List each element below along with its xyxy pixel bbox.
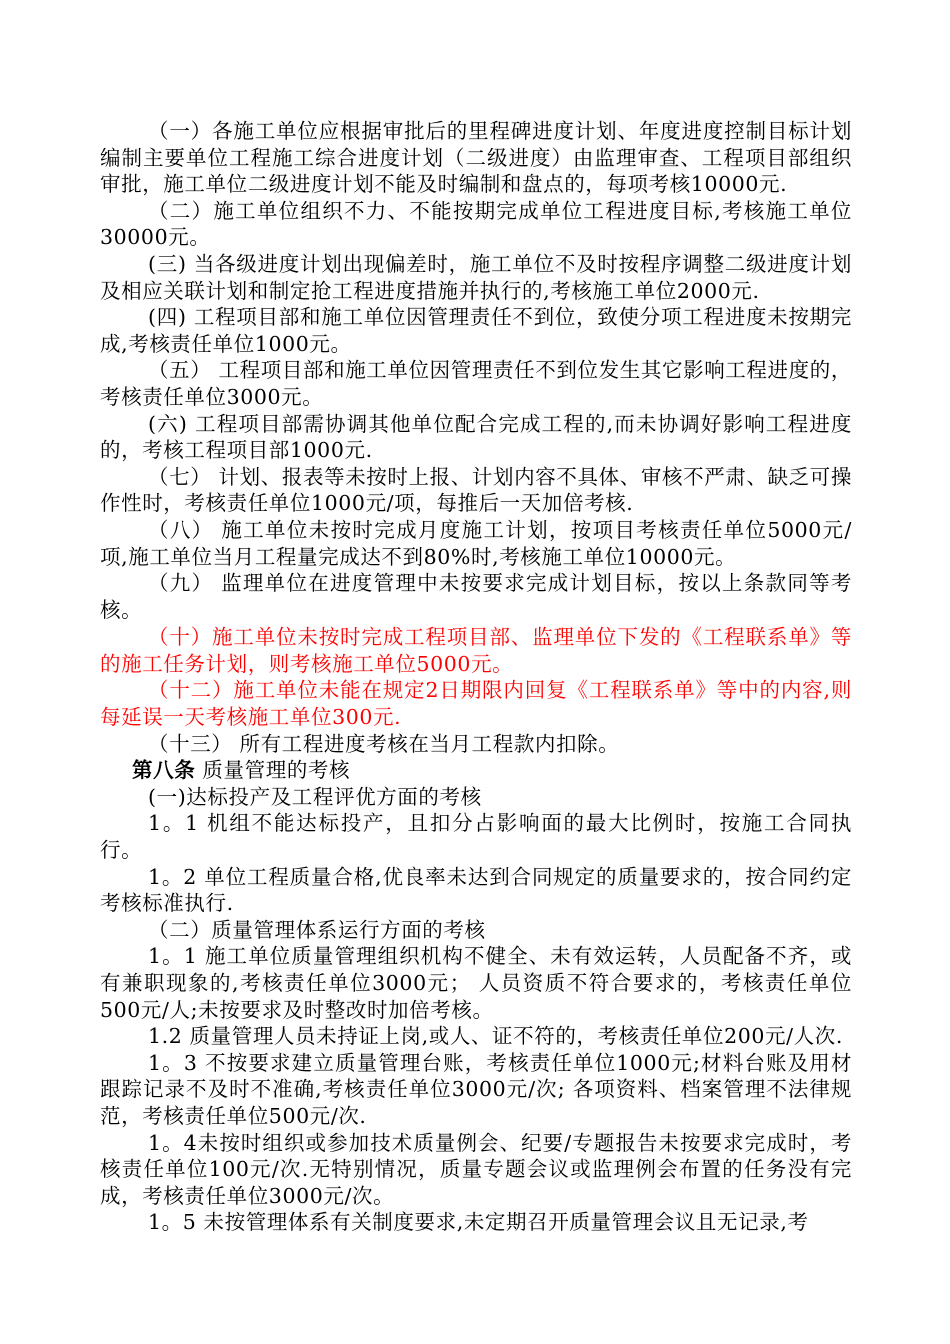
subsection-1-item-1: 1。1 机组不能达标投产，且扣分占影响面的最大比例时，按施工合同执行。 — [100, 811, 852, 863]
article-8-heading — [100, 757, 852, 784]
paragraph-item-1: （一）各施工单位应根据审批后的里程碑进度计划、年度进度控制目标计划编制主要单位工程施工综合进度计划（二级进度）由监理审查、工程项目部组织审批，施工单位二级进度计划不能及时编制和盘点的，每项考核10000元. — [100, 119, 852, 197]
article-8-title: 质量管理的考核 — [195, 758, 351, 783]
document-body — [100, 118, 852, 1236]
paragraph-item-9: （九） 监理单位在进度管理中未按要求完成计划目标，按以上条款同等考核。 — [100, 571, 852, 622]
paragraph-item-10-highlighted: （十）施工单位未按时完成工程项目部、监理单位下发的《工程联系单》等的施工任务计划，则考核施工单位5000元。 — [100, 625, 852, 676]
article-8-label: 第八条 — [132, 758, 196, 783]
subsection-2-item-2: 1.2 质量管理人员未持证上岗,或人、证不符的，考核责任单位200元/人次. — [148, 1024, 843, 1049]
paragraph-item-12-highlighted: （十二）施工单位未能在规定2日期限内回复《工程联系单》等中的内容,则每延误一天考核施工单位300元. — [100, 678, 852, 730]
paragraph-item-13: （十三） 所有工程进度考核在当月工程款内扣除。 — [148, 731, 620, 756]
paragraph-item-5: （五） 工程项目部和施工单位因管理责任不到位发生其它影响工程进度的，考核责任单位3000元。 — [100, 358, 852, 409]
subsection-2-item-1: 1。1 施工单位质量管理组织机构不健全、未有效运转，人员配备不齐，或有兼职现象的,考核责任单位3000元； 人员资质不符合要求的，考核责任单位500元/人;未按要求及时整改时加倍考核。 — [100, 944, 852, 1022]
subsection-1-title: (一)达标投产及工程评优方面的考核 — [148, 784, 482, 809]
subsection-2-item-4: 1。4未按时组织或参加技术质量例会、纪要/专题报告未按要求完成时，考核责任单位100元/次.无特别情况，质量专题会议或监理例会布置的任务没有完成，考核责任单位3000元/次。 — [100, 1130, 852, 1208]
subsection-2-title: （二）质量管理体系运行方面的考核 — [148, 917, 486, 942]
paragraph-item-2: （二）施工单位组织不力、不能按期完成单位工程进度目标,考核施工单位30000元。 — [100, 198, 852, 250]
paragraph-item-3: (三) 当各级进度计划出现偏差时，施工单位不及时按程序调整二级进度计划及相应关联计划和制定抢工程进度措施并执行的,考核施工单位2000元. — [100, 251, 852, 303]
subsection-1-item-2: 1。2 单位工程质量合格,优良率未达到合同规定的质量要求的，按合同约定考核标准执行. — [100, 864, 852, 916]
paragraph-item-6: (六) 工程项目部需协调其他单位配合完成工程的,而未协调好影响工程进度的，考核工程项目部1000元. — [100, 411, 852, 463]
subsection-2-item-5: 1。5 未按管理体系有关制度要求,未定期召开质量管理会议且无记录,考 — [148, 1210, 809, 1235]
paragraph-item-4: (四) 工程项目部和施工单位因管理责任不到位，致使分项工程进度未按期完成,考核责任单位1000元。 — [100, 305, 852, 356]
paragraph-item-7: （七） 计划、报表等未按时上报、计划内容不具体、审核不严肃、缺乏可操作性时，考核责任单位1000元/项，每推后一天加倍考核. — [100, 464, 852, 516]
paragraph-item-8: （八） 施工单位未按时完成月度施工计划，按项目考核责任单位5000元/项,施工单位当月工程量完成达不到80%时,考核施工单位10000元。 — [100, 517, 852, 569]
subsection-2-item-3: 1。3 不按要求建立质量管理台账，考核责任单位1000元;材料台账及用材跟踪记录不及时不准确,考核责任单位3000元/次; 各项资料、档案管理不法律规范，考核责任单位500元/次. — [100, 1050, 852, 1128]
